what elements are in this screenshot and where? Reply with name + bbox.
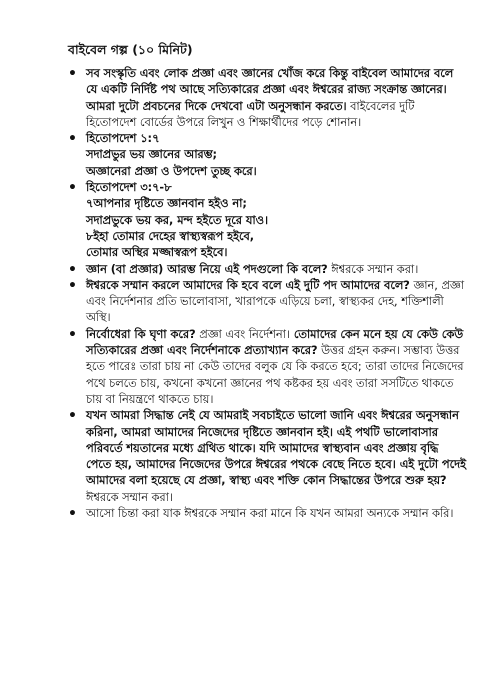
verse-reference: • হিতোপদেশ ১:৭ xyxy=(86,132,160,146)
question-text-2: তোমাদের কেন মনে হয় যে কেউ কেউ সত্যিকারের প্রজ্ঞা এবং নির্দেশনাকে প্রত্যাখ্যান করে? xyxy=(86,327,464,358)
answer-text: ঈশ্বরকে সম্মান করা। xyxy=(327,262,419,276)
list-item-4-question xyxy=(66,262,466,278)
answer-text: ঈশ্বরকে সম্মান করা। xyxy=(86,490,173,504)
verse-line: সদাপ্রভুর ভয় জ্ঞানের আরম্ভ; xyxy=(86,148,218,162)
question-text: ঈশ্বরকে সম্মান করলে আমাদের কি হবে বলে এই দুটি পদ আমাদের বলে? xyxy=(86,278,410,292)
list-item-2-verse-proverbs-1-7 xyxy=(66,131,466,180)
list-item-3-verse-proverbs-3-7-8 xyxy=(66,180,466,261)
item-1-bold-text: সব সংস্কৃতি এবং লোক প্রজ্ঞা এবং জ্ঞানের খোঁজ করে কিন্তু বাইবেল আমাদের বলে যে একটি নির্দিষ্ট পথ আছে সত্যিকারের প্রজ্ঞা এবং ঈশ্বরের রাজ্য সংক্রান্ত জ্ঞানের। আমরা দুটো প্রবচনের দিকে দেখবো এটা অনুসন্ধান করতে। xyxy=(86,67,454,113)
question-text: জ্ঞান (বা প্রজ্ঞার) আরম্ভ নিয়ে এই পদগুলো কি বলে? xyxy=(86,262,328,276)
reflection-text: আসো চিন্তা করা যাক ঈশ্বরকে সম্মান করা মানে কি যখন আমরা অন্যকে সম্মান করি। xyxy=(86,507,454,521)
section-heading: বাইবেল গল্প (১০ মিনিট) xyxy=(68,42,193,57)
list-item-8-reflection xyxy=(66,506,466,522)
verse-line: সদাপ্রভুকে ভয় কর, মন্দ হইতে দূরে যাও। xyxy=(86,213,269,227)
verse-line: তোমার অস্থির মজ্জাস্বরূপ হইবে। xyxy=(86,246,228,260)
verse-reference: • হিতোপদেশ ৩:৭-৮ xyxy=(86,181,172,195)
verse-line: ৭আপনার দৃষ্টিতে জ্ঞানবান হইও না; xyxy=(86,197,247,211)
item-1-instruction-text: বাইবেলের দুটি হিতোপদেশ বোর্ডের উপরে লিখুন ও শিক্ষার্থীদের পড়ে শোনান। xyxy=(86,99,415,129)
question-text: নির্বোধেরা কি ঘৃণা করে? xyxy=(86,327,196,341)
list-item-5-question xyxy=(66,278,466,327)
question-text: যখন আমরা সিদ্ধান্ত নেই যে আমরাই সবচাইতে ভালো জানি এবং ঈশ্বরের অনুসন্ধান করিনা, আমরা আমাদের নিজেদের দৃষ্টিতে জ্ঞানবান হই। এই পথটি ভালোবাসার পরিবর্তে শয়তানের মধ্যে গ্রথিত থাকে। যদি আমাদের স্বাস্থ্যবান এবং প্রজ্ঞায় বৃদ্ধি পেতে হয়, আমাদের নিজেদের উপরে ঈশ্বরের পথকে বেছে নিতে হবে। এই দুটো পদেই আমাদের বলা হয়েছে যে প্রজ্ঞা, স্বাস্থ্য এবং শক্তি কোন সিদ্ধান্তের উপরে শুরু হয়? xyxy=(86,409,466,488)
document-page xyxy=(66,40,466,522)
answer-text-2: উত্তর গ্রহন করুন। সম্ভাব্য উত্তর হতে পারেঃ তারা চায় না কেউ তাদের বলুক যে কি করতে হবে; তারা তাদের নিজেদের পথে চলতে চায়, কখনো কখনো জ্ঞানের পথ কষ্টকর হয় এবং তারা সসটিতে থাকতে চায় বা নিয়ন্ত্রণে থাকতে চায়। xyxy=(86,344,464,406)
answer-text: প্রজ্ঞা এবং নির্দেশনা। xyxy=(195,327,290,341)
bullet-list xyxy=(66,66,466,522)
list-item-6-question xyxy=(66,327,466,408)
list-item-1 xyxy=(66,66,466,131)
verse-line: ৮ইহা তোমার দেহের স্বাস্থ্যস্বরূপ হইবে, xyxy=(86,229,255,243)
verse-line: অজ্ঞানেরা প্রজ্ঞা ও উপদেশ তুচ্ছ করে। xyxy=(86,164,257,178)
list-item-7-question xyxy=(66,408,466,506)
answer-text: জ্ঞান, প্রজ্ঞা এবং নির্দেশনার প্রতি ভালোবাসা, খারাপকে এড়িয়ে চলা, স্বাস্থ্যকর দেহ, শক্তিশালী অস্থি। xyxy=(86,278,464,325)
